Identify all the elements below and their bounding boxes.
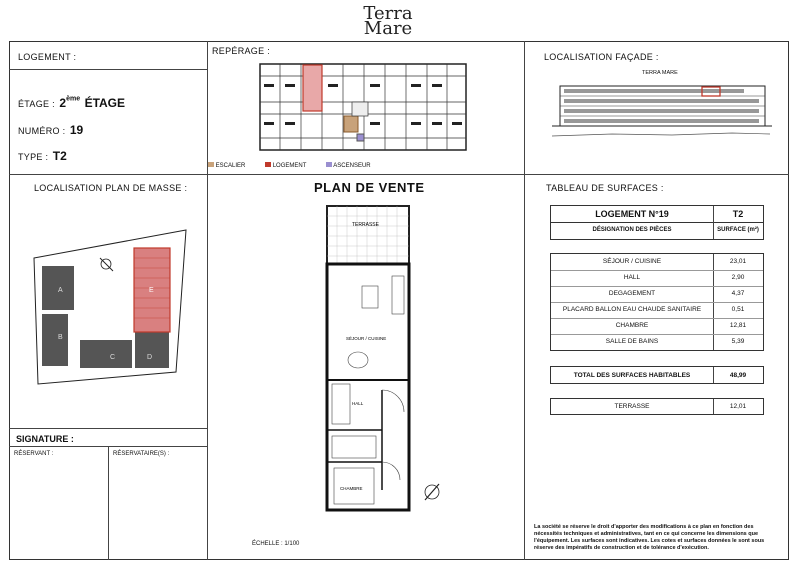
etage-sup: ème (66, 95, 81, 103)
masse-site-plan (18, 222, 190, 392)
brand-logo (348, 3, 428, 39)
etage-label: ÉTAGE : (18, 99, 55, 109)
reperage-escalier (344, 116, 358, 132)
svg-text:TERRASSE: TERRASSE (352, 222, 379, 228)
signature-label: SIGNATURE : (16, 434, 74, 444)
legend-ascenseur-swatch (326, 162, 332, 167)
divider (108, 446, 109, 560)
facade-elevation (552, 78, 772, 144)
table-row: DEGAGEMENT 4,37 (551, 286, 763, 303)
surfaces-total-box (550, 366, 764, 384)
logement-label: LOGEMENT : (18, 52, 77, 62)
table-row: PLACARD BALLON EAU CHAUDE SANITAIRE 0,51 (551, 302, 763, 319)
reperage-floor-plan (258, 62, 468, 154)
surfaces-type: T2 (732, 209, 744, 219)
col-designation: DÉSIGNATION DES PIÈCES (592, 227, 672, 233)
divider (9, 446, 207, 447)
divider (207, 41, 208, 560)
numero-row (18, 121, 83, 139)
legend-escalier-swatch (208, 162, 214, 167)
table-row: SÉJOUR / CUISINE 23,01 (551, 254, 763, 271)
brand-line2: Mare (363, 18, 413, 39)
block-d: D (147, 354, 153, 361)
legend-logement-swatch (265, 162, 271, 167)
block-e: E (149, 287, 154, 294)
svg-text:SÉJOUR / CUISINE: SÉJOUR / CUISINE (346, 336, 387, 341)
plan-title: PLAN DE VENTE (314, 180, 425, 195)
disclaimer-text: La société se réserve le droit d'apporter des modifications à ce plan en fonction des nécessités techniques et administratives, tant en ce qui concerne les dimensions que l'équipement. Les surfaces sont indicatives. Les cotes et surfaces données le sont sous réserve des impératifs de construction et de tolérance d'exécution. (534, 524, 765, 551)
brand-line1: Terra (363, 3, 413, 24)
total-label: TOTAL DES SURFACES HABITABLES (573, 372, 691, 379)
etage-row (18, 94, 125, 112)
surfaces-label: TABLEAU DE SURFACES : (546, 183, 664, 193)
echelle-label: ÉCHELLE : 1/100 (252, 541, 300, 547)
reperage-ascenseur (357, 134, 364, 141)
table-row: HALL 2,90 (551, 270, 763, 287)
divider (9, 174, 789, 175)
legend-ascenseur: ASCENSEUR (333, 163, 371, 169)
table-row: SALLE DE BAINS 5,39 (605, 338, 745, 345)
terrasse-label: TERRASSE (614, 403, 650, 410)
compass-icon (422, 480, 442, 504)
total-value: 48,99 (729, 372, 747, 379)
type-row (18, 147, 67, 165)
numero-value: 19 (69, 123, 84, 137)
etage-text: ÉTAGE (84, 96, 126, 110)
legend-escalier: ESCALIER (215, 163, 246, 169)
divider (9, 69, 207, 70)
type-label: TYPE : (18, 152, 49, 162)
block-b: B (58, 334, 63, 341)
reservataire-label: RÉSERVATAIRE(S) : (113, 451, 170, 457)
apartment-floor-plan (322, 200, 422, 520)
facade-building-name: TERRA MARE (642, 70, 678, 76)
facade-label: LOCALISATION FAÇADE : (544, 52, 659, 62)
col-surface: SURFACE (m²) (717, 227, 759, 233)
table-row: CHAMBRE 12,81 (551, 318, 763, 335)
surfaces-terrasse-box (550, 398, 764, 415)
surfaces-header-box (550, 205, 764, 240)
svg-text:CHAMBRE: CHAMBRE (340, 486, 363, 491)
block-a: A (58, 287, 63, 294)
terrasse-value: 12,01 (729, 403, 747, 410)
divider (524, 41, 525, 560)
type-value: T2 (52, 149, 67, 163)
reperage-legend (208, 162, 388, 169)
legend-logement: LOGEMENT (272, 163, 307, 169)
surfaces-logement-title: LOGEMENT N°19 (595, 209, 669, 219)
masse-label: LOCALISATION PLAN DE MASSE : (34, 183, 188, 193)
divider (9, 428, 207, 429)
reperage-label: REPÉRAGE : (212, 46, 271, 56)
etage-number: 2 (59, 96, 67, 110)
block-c: C (110, 354, 116, 361)
reservant-label: RÉSERVANT : (14, 451, 54, 457)
reperage-logement (303, 65, 322, 111)
numero-label: NUMÉRO : (18, 126, 66, 136)
svg-text:HALL: HALL (352, 401, 364, 406)
surfaces-rows (550, 253, 764, 351)
